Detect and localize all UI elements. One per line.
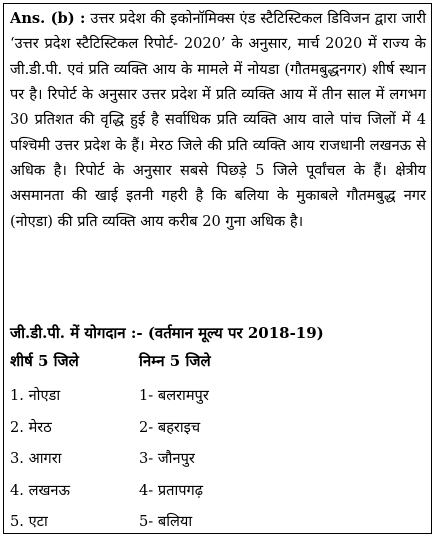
answer-lead: Ans. (b) : <box>10 10 86 27</box>
bottom-districts-header: निम्न 5 जिले <box>139 352 211 370</box>
gdp-heading: जी.डी.पी. में योगदान :- (वर्तमान मूल्य पर 2018-19) <box>10 324 324 342</box>
bottom-district: 5- बलिया <box>139 513 193 530</box>
top-district: 5. एटा <box>10 513 48 530</box>
bottom-district: 1- बलरामपुर <box>139 387 209 404</box>
top-districts-header: शीर्ष 5 जिले <box>10 352 79 370</box>
top-district: 3. आगरा <box>10 450 62 467</box>
top-district: 4. लखनऊ <box>10 482 70 499</box>
answer-text: उत्तर प्रदेश की इकोनॉमिक्स एंड स्टैटिस्टिकल डिविजन द्वारा जारी ‘उत्तर प्रदेश स्टैटिस्टिकल रिपोर्ट- 2020’ के अनुसार, मार्च 2020 में राज्य के जी.डी.पी. एवं प्रति व्यक्ति आय के मामले में नोयडा (गौतमबुद्धनगर) शीर्ष स्थान पर है। रिपोर्ट के अनुसार उत्तर प्रदेश में प्रति व्यक्ति आय में तीन साल में लगभग 30 प्रतिशत की वृद्धि हुई है सर्वाधिक प्रति व्यक्ति आय वाले पांच जिलों में 4 पश्चिमी उत्तर प्रदेश के हैं। मेरठ जिले की प्रति व्यक्ति आय राजधानी लखनऊ से अधिक है। रिपोर्ट के अनुसार सबसे पिछड़े 5 जिले पूर्वांचल के हैं। क्षेत्रीय असमानता की खाई इतनी गहरी है कि बलिया के मुकाबले गौतमबुद्ध नगर (नोएडा) की प्रति व्यक्ति आय करीब 20 गुना अधिक है। <box>10 10 427 230</box>
top-district: 1. नोएडा <box>10 387 61 404</box>
top-district: 2. मेरठ <box>10 419 52 436</box>
bottom-district: 3- जौनपुर <box>139 450 195 467</box>
answer-paragraph <box>10 6 426 234</box>
bottom-district: 2- बहराइच <box>139 419 201 436</box>
answer-box <box>3 3 432 534</box>
bottom-district: 4- प्रतापगढ़ <box>139 482 203 499</box>
